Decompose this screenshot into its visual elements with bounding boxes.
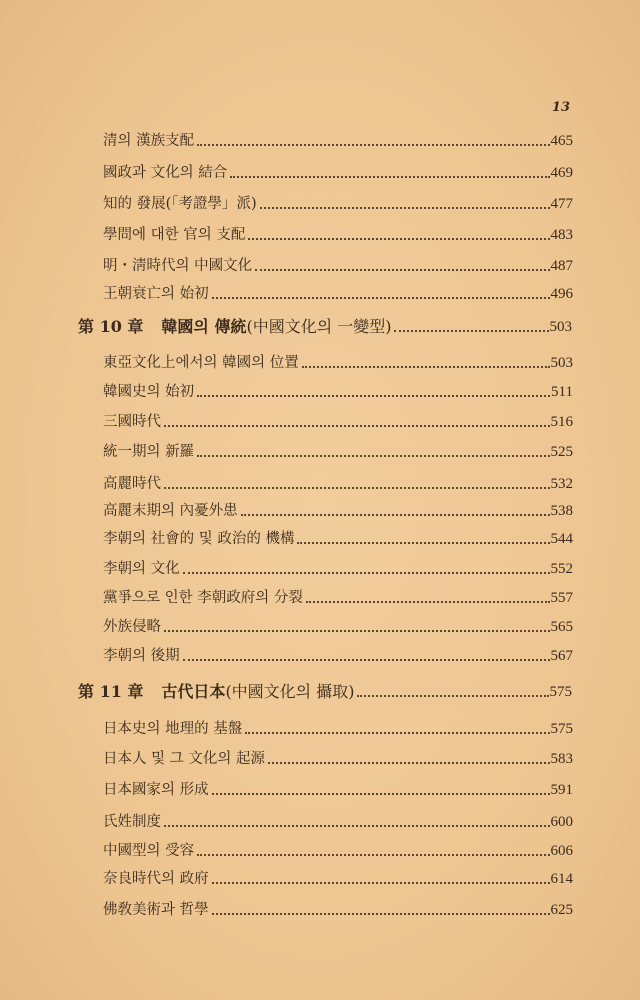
toc-chapter-entry [78, 316, 572, 338]
entry-page-number: 465 [550, 133, 573, 149]
dot-leader [268, 760, 550, 764]
toc-section-entry [103, 840, 573, 862]
dot-leader [197, 142, 549, 146]
section-title: 學問에 대한 官의 支配 [103, 227, 246, 243]
entry-page-number: 487 [550, 258, 573, 274]
entry-page-number: 575 [549, 684, 572, 700]
toc-section-entry [103, 616, 573, 638]
toc-section-entry [103, 558, 573, 580]
entry-page-number: 606 [550, 843, 573, 859]
entry-page-number: 503 [549, 319, 572, 335]
page-number: 13 [551, 100, 570, 115]
dot-leader [230, 174, 549, 178]
entry-page-number: 557 [550, 590, 573, 606]
dot-leader [394, 328, 548, 332]
entry-page-number: 567 [550, 648, 573, 664]
dot-leader [212, 911, 550, 915]
chapter-label: 第 10 章 [78, 317, 144, 336]
toc-section-entry [103, 130, 573, 152]
entry-page-number: 565 [550, 619, 573, 635]
entry-page-number: 525 [550, 444, 573, 460]
dot-leader [212, 791, 550, 795]
dot-leader [164, 423, 550, 427]
section-title: 李朝의 社會的 및 政治的 機構 [103, 531, 295, 547]
chapter-title: 古代日本 [161, 682, 226, 701]
section-title: 王朝衰亡의 始初 [103, 286, 209, 302]
entry-page-number: 511 [551, 384, 573, 400]
entry-page-number: 583 [550, 751, 573, 767]
section-title: 明・淸時代의 中國文化 [103, 258, 253, 274]
entry-page-number: 538 [550, 503, 573, 519]
entry-page-number: 483 [550, 227, 573, 243]
dot-leader [306, 599, 550, 603]
section-title: 高麗末期의 內憂外患 [103, 503, 238, 519]
entry-page-number: 600 [550, 814, 573, 830]
toc-section-entry [103, 748, 573, 770]
dot-leader [164, 628, 550, 632]
entry-page-number: 591 [550, 782, 573, 798]
chapter-title: 韓國의 傳統 [161, 317, 247, 336]
section-title: 三國時代 [103, 414, 161, 430]
section-title: 奈良時代의 政府 [103, 871, 209, 887]
entry-page-number: 496 [550, 286, 573, 302]
dot-leader [212, 880, 550, 884]
entry-page-number: 477 [550, 196, 573, 212]
entry-page-number: 516 [550, 414, 573, 430]
section-title: 佛敎美術과 哲學 [103, 902, 209, 918]
section-title: 日本人 및 그 文化의 起源 [103, 751, 265, 767]
entry-page-number: 552 [550, 561, 573, 577]
dot-leader [297, 540, 549, 544]
dot-leader [164, 485, 550, 489]
section-title: 統一期의 新羅 [103, 444, 195, 460]
section-title: 知的 發展(「考證學」派) [103, 196, 257, 212]
toc-section-entry [103, 528, 573, 550]
toc-section-entry [103, 779, 573, 801]
dot-leader [260, 205, 550, 209]
entry-page-number: 503 [550, 355, 573, 371]
toc-section-entry [103, 441, 573, 463]
toc-section-entry [103, 811, 573, 833]
dot-leader [197, 453, 549, 457]
toc-section-entry [103, 283, 573, 305]
entry-page-number: 469 [550, 165, 573, 181]
toc-section-entry [103, 718, 573, 740]
section-title: 清의 漢族支配 [103, 133, 195, 149]
entry-page-number: 575 [550, 721, 573, 737]
dot-leader [255, 267, 549, 271]
toc-section-entry [103, 224, 573, 246]
chapter-subtitle: (中國文化의 一變型) [246, 317, 392, 336]
entry-page-number: 614 [550, 871, 573, 887]
chapter-subtitle: (中國文化의 攝取) [225, 682, 355, 701]
entry-page-number: 625 [550, 902, 573, 918]
toc-section-entry [103, 162, 573, 184]
section-title: 日本國家의 形成 [103, 782, 209, 798]
dot-leader [241, 512, 550, 516]
section-title: 黨爭으로 인한 李朝政府의 分裂 [103, 590, 303, 606]
section-title: 韓國史의 始初 [103, 384, 195, 400]
dot-leader [245, 730, 549, 734]
dot-leader [212, 295, 550, 299]
toc-section-entry [103, 473, 573, 495]
dot-leader [164, 823, 550, 827]
section-title: 氏姓制度 [103, 814, 161, 830]
section-title: 外族侵略 [103, 619, 161, 635]
dot-leader [183, 570, 550, 574]
toc-section-entry [103, 193, 573, 215]
toc-section-entry [103, 587, 573, 609]
section-title: 東亞文化上에서의 韓國의 位置 [103, 355, 299, 371]
dot-leader [197, 852, 549, 856]
toc-chapter-entry [78, 681, 572, 703]
dot-leader [197, 393, 550, 397]
section-title: 國政과 文化의 結合 [103, 165, 228, 181]
toc-section-entry [103, 255, 573, 277]
dot-leader [357, 693, 548, 697]
section-title: 李朝의 後期 [103, 648, 180, 664]
dot-leader [183, 657, 550, 661]
toc-section-entry [103, 500, 573, 522]
section-title: 中國型의 受容 [103, 843, 195, 859]
toc-section-entry [103, 381, 573, 403]
section-title: 李朝의 文化 [103, 561, 180, 577]
toc-section-entry [103, 868, 573, 890]
toc-section-entry [103, 352, 573, 374]
dot-leader [248, 236, 549, 240]
dot-leader [302, 364, 550, 368]
section-title: 高麗時代 [103, 476, 161, 492]
toc-section-entry [103, 645, 573, 667]
section-title: 日本史의 地理的 基盤 [103, 721, 243, 737]
toc-section-entry [103, 899, 573, 921]
toc-section-entry [103, 411, 573, 433]
entry-page-number: 532 [550, 476, 573, 492]
entry-page-number: 544 [550, 531, 573, 547]
chapter-label: 第 11 章 [78, 682, 144, 701]
